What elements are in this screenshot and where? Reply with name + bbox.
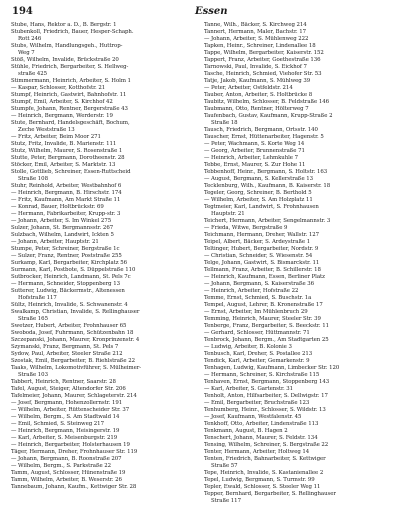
directory-entry: Swetzer, Hubert, Arbeiter, Frohnhauser 65 [11, 323, 127, 329]
directory-entry: — Fritz, Arbeiter, Beim Moor 271 [11, 134, 101, 140]
directory-entry: Tappe, Wilhelm, Bergarbeiter, Kaiserstr. 152 [204, 50, 324, 56]
directory-entry-continuation: Straße 117 [211, 498, 241, 504]
directory-entry: Tenkmann, August, B. Hagen 2 [204, 428, 288, 434]
directory-entry: Tauscher, Ernst, Hüttenarbeiter, Hagenstr. 5 [204, 134, 324, 140]
directory-entry: Tafelmeier, Johann, Maurer, Schlageterstr. 214 [11, 393, 137, 399]
directory-entry: — Heinrich, Arbeiter, Hofstraße 22 [204, 288, 299, 294]
directory-entry: Stutz, Fritz, Invalide, B. Marienstr. 111 [11, 141, 117, 147]
directory-entry: Taufenbach, Gustav, Kaufmann, Krupp-Straße 2 [204, 113, 333, 119]
directory-entry-continuation: Straße 57 [211, 463, 238, 469]
directory-entry: Stöcker, Emil, Arbeiter, S. Marktstr. 13 [11, 162, 116, 168]
directory-entry: Tenter, Hermann, Arbeiter, Holtweg 14 [204, 449, 310, 455]
directory-entry: Tarnowski, Paul, Invalide, S. Eickhof 7 [204, 64, 307, 70]
directory-entry: Tatje, Jakob, Kaufmann, S. Mühlweg 39 [204, 78, 311, 84]
directory-entry-continuation: Rott 246 [18, 36, 42, 42]
directory-entry-continuation: straße 425 [18, 71, 48, 77]
directory-entry: Tannebaum, Johann, Kaufm., Kettwiger Str. 28 [11, 484, 137, 490]
directory-entry: Stubenkoll, Friedrich, Bauer, Hesper-Schaph. [11, 29, 134, 35]
directory-entry: Tendick, Karl, Arbeiter, Gemarkenstr. 9 [204, 358, 310, 364]
directory-entry: — Karl, Arbeiter, S. Gartenstr. 31 [204, 386, 294, 392]
directory-entry: Tegeler, Georg, Schreiner, B. Berthold 5 [204, 190, 312, 196]
directory-entry: — Hermann, Schreiner, S. Kirchstraße 115 [204, 372, 320, 378]
directory-entry: Sutterer, Ludwig, Bäckermstr., Altenessen [11, 288, 125, 294]
directory-entry-continuation: Straße 103 [18, 372, 48, 378]
directory-entry: — Kaspar, Schlosser, Kotthofstr. 21 [11, 85, 106, 91]
directory-entry: Stimmermann, Heinrich, Arbeiter, S. Holm 1 [11, 78, 131, 84]
directory-entry: Teipel, Albert, Bäcker, S. Ardeystraße 1 [204, 239, 311, 245]
directory-entry: — Frieda, Witwe, Bergstraße 9 [204, 225, 288, 231]
directory-entry: Tafel, August, Steiger, Altendorfer Str. 206 [11, 386, 126, 392]
directory-entry: Tapken, Heinr., Schreiner, Lindenallee 18 [204, 43, 316, 49]
directory-entry: Stumpfe, Johann, Rentner, Bergerstraße 43 [11, 106, 128, 112]
directory-entry: Tepper, Bernhard, Bergarbeiter, S. Rellinghauser [204, 491, 336, 497]
directory-entry: — Johann, Arbeiter, Hauptstr. 21 [11, 239, 99, 245]
directory-entry: Stumpf, Emil, Arbeiter, S. Kirchhof 42 [11, 99, 113, 105]
directory-entry: — Emil, Schmied, S. Steinweg 217 [11, 421, 104, 427]
directory-entry: Szostak, Emil, Bergarbeiter, B. Riehlstraße 22 [11, 358, 135, 364]
directory-entry: — Fritz, Kaufmann, Am Markt Straße 11 [11, 197, 121, 203]
directory-entry-continuation: Weg 7 [18, 50, 35, 56]
directory-entry: Taaks, Wilhelm, Lokomotivführer, S. Mülheimer- [11, 365, 142, 371]
directory-entry: — Heinrich, Bergmann, Heisingerstr. 19 [11, 428, 120, 434]
directory-entry: Tecklenburg, Wilh., Kaufmann, B. Kaiserstr. 18 [204, 183, 331, 189]
directory-entry: Tegtmeier, Karl, Landwirt, S. Frohnhausen [204, 204, 319, 210]
directory-entry: Taubmann, Otto, Rentner, Hölterweg 7 [204, 106, 309, 112]
directory-entry: Temme, Ernst, Schmied, S. Buschstr. 1a [204, 295, 312, 301]
directory-entry: Tempel, August, Lehrer, B. Kronenstraße 17 [204, 302, 323, 308]
directory-entry: Sulzbach, Wilhelm, Landwirt, Ickten 5 [11, 232, 114, 238]
directory-entry: Teltinger, Hubert, Bergarbeiter, Nordstr. 9 [204, 246, 319, 252]
directory-entry: — Johann, Bergmann, B. Roonstraße 207 [11, 456, 122, 462]
directory-entry: — Sulzer, Franz, Rentner, Poststraße 255 [11, 253, 122, 259]
page-number: 194 [12, 6, 33, 17]
directory-entry: Tenbusch, Karl, Dreher, S. Postallee 213 [204, 351, 313, 357]
directory-entry: Tasche, Heinrich, Schmied, Viehofer Str. 53 [204, 71, 322, 77]
left-column [11, 22, 198, 505]
directory-entry: Tepel, Ludwig, Bergmann, S. Turmstr. 99 [204, 477, 315, 483]
directory-entry: Tenhagen, Ludwig, Kaufmann, Limbecker Str. 120 [204, 365, 340, 371]
directory-entry: Stutz, Wilhelm, Maurer, S. Rosenstraße 1 [11, 148, 123, 154]
directory-entry-continuation: Hofstraße 117 [18, 295, 57, 301]
directory-entry: Stuhr, Reinhold, Arbeiter, Westbahnhof 6 [11, 183, 122, 189]
directory-entry: Sültz, Heinrich, Invalide, S. Schwanenstr. 4 [11, 302, 128, 308]
directory-entry: Szymanski, Franz, Bergmann, St. Pels 7 [11, 344, 119, 350]
directory-entry: — Johann, Arbeiter, S. Mühlenweg 222 [204, 36, 309, 42]
directory-entry: Tenten, Friedrich, Bahnarbeiter, S. Kettwiger [204, 456, 326, 462]
directory-entry: — Hermann, Fabrikarbeiter, Krupp-str. 3 [11, 211, 121, 217]
directory-entry: Surkamp, Karl, Bergarbeiter, Kirchplatz 56 [11, 260, 127, 266]
directory-entry: Tenbrock, Johann, Bergm., Am Stadtgarten 25 [204, 337, 329, 343]
directory-entry: — Josef, Bergmann, Hohenzollernstr. 191 [11, 400, 123, 406]
directory-entry: — Ernst, Arbeiter, Im Mühlenbruch 29 [204, 309, 308, 315]
directory-entry: — Wilhelm, Arbeiter, Rüttenscheider Str. 37 [11, 407, 130, 413]
directory-entry: — Christian, Schneider, S. Wiesenstr. 54 [204, 253, 313, 259]
directory-entry: Tenholt, Anton, Hilfsarbeiter, S. Dellwigstr. 17 [204, 393, 328, 399]
directory-entry: Tanne, Wilh., Bäcker, S. Kirchweg 214 [204, 22, 307, 28]
directory-entry: Tepe, Heinrich, Invalide, S. Kastanienallee 2 [204, 470, 324, 476]
directory-entry: Tenberge, Franz, Bergarbeiter, S. Beeckstr. 11 [204, 323, 329, 329]
directory-entry: Tensing, Wilhelm, Schreiner, S. Bergstraße 22 [204, 442, 329, 448]
directory-entry: Tepler, Ewald, Schlosser, S. Steeler Weg 11 [204, 484, 321, 490]
directory-entry-continuation: Straße 165 [18, 316, 48, 322]
directory-entry-continuation: Straße 18 [211, 120, 238, 126]
directory-entry: Stumpe, Peter, Schreiner, Bergstraße 1c [11, 246, 120, 252]
page-header [11, 6, 392, 19]
directory-entry: Tamm, August, Schlosser, Hünenstraße 19 [11, 470, 126, 476]
directory-entry: — Georg, Arbeiter, Brunnenstraße 71 [204, 148, 305, 154]
directory-entry: — Ludwig, Arbeiter, B. Kolonie 3 [204, 344, 292, 350]
directory-entry: Teichmann, Hermann, Dreher, Wallstr. 127 [204, 232, 319, 238]
directory-entry: Swoboda, Josef, Fuhrmann, Schützenbahn 18 [11, 330, 134, 336]
directory-entry: Stühle, Friedrich, Bergarbeiter, S. Hellweg- [11, 64, 129, 70]
directory-entry: — Karl, Arbeiter, S. Meisenburgstr. 219 [11, 435, 118, 441]
directory-entry: Teichert, Hermann, Arbeiter, Sengelmannstr. 3 [204, 218, 331, 224]
directory-entry: Stumpf, Heinrich, Gastwirt, Bahnhofstr. 11 [11, 92, 127, 98]
directory-entry-continuation: Straße 108 [18, 176, 48, 182]
directory-entry: Tenschert, Johann, Maurer, S. Feldstr. 134 [204, 435, 318, 441]
directory-entry: Tenhumberg, Heinr., Schlosser, S. Wildstr. 13 [204, 407, 326, 413]
directory-entry: Tauber, Anton, Arbeiter, S. Holtbrücke 8 [204, 92, 313, 98]
directory-entry: — Heinrich, Kaufmann, Essen, Berliner Platz [204, 274, 325, 280]
directory-entry: Telge, Johann, Gastwirt, S. Bismarckstr. 11 [204, 260, 320, 266]
directory-entry: — Wilhelm, Bergm., S. Am Stadtwald 14 [11, 414, 120, 420]
directory-entry: Sutbrocker, Heinrich, Landmann, St. Pels 7c [11, 274, 131, 280]
directory-entry: Tausch, Friedrich, Bergmann, Ortsstr. 140 [204, 127, 318, 133]
directory-entry: Stutte, Peter, Bergmann, Dorotheenstr. 28 [11, 155, 125, 161]
directory-entry: Tabbert, Heinrich, Rentner, Saarstr. 28 [11, 379, 116, 385]
directory-entry: Täger, Hermann, Dreher, Frohnhauser Str. 119 [11, 449, 138, 455]
directory-entry: — Heinrich, Bergmann, Werderstr. 19 [11, 113, 113, 119]
columns [11, 22, 392, 505]
directory-entry: Tebbenhoff, Heinr., Bergmann, S. Holtstr. 163 [204, 169, 328, 175]
directory-entry: Tamm, Wilhelm, Arbeiter, B. Weserstr. 26 [11, 477, 122, 483]
directory-entry: Szczepanski, Johann, Maurer, Kronprinzenstr. 4 [11, 337, 140, 343]
directory-entry: Stöß, Wilhelm, Invalide, Brückstraße 20 [11, 57, 119, 63]
directory-entry: Temming, Heinrich, Maurer, Steeler Str. 39 [204, 316, 321, 322]
right-column [204, 22, 391, 505]
directory-entry: Swalkamp, Christian, Invalide, S. Rellinghauser [11, 309, 140, 315]
directory-entry: — Peter, Wachmann, S. Korte Weg 14 [204, 141, 305, 147]
directory-entry: Tenhaven, Ernst, Bergmann, Stoppenberg 143 [204, 379, 330, 385]
directory-entry: Tenkhoff, Otto, Arbeiter, Lindenstraße 113 [204, 421, 319, 427]
directory-entry: — Johann, Bergmann, S. Kaiserstraße 36 [204, 281, 315, 287]
directory-entry: Stute, Bernhard, Handelsgeschäft, Bochum, [11, 120, 130, 126]
directory-entry: Surmann, Karl, Postbote, S. Düppelstraße 110 [11, 267, 136, 273]
directory-entry: — Konrad, Bauer, Holtbrückstr. 69 [11, 204, 104, 210]
directory-entry: Stubs, Wilhelm, Handlungsgeh., Huttrop- [11, 43, 123, 49]
directory-entry: — Emil, Bergarbeiter, Bruchstraße 123 [204, 400, 310, 406]
directory-entry: — Wilhelm, Arbeiter, S. Am Holzplatz 11 [204, 197, 313, 203]
running-head: Essen [195, 6, 228, 17]
directory-entry: Tellmann, Franz, Arbeiter, B. Schillerstr. 18 [204, 267, 321, 273]
directory-entry: — Wilhelm, Bergm., S. Parkstraße 22 [11, 463, 112, 469]
directory-entry: — Heinrich, Bergmann, B. Hirschstr. 174 [11, 190, 122, 196]
directory-entry: — Gerhard, Schlosser, Hüttmannstr. 71 [204, 330, 310, 336]
directory-entry: Stube, Hans, Rektor a. D., B. Bergstr. 1 [11, 22, 117, 28]
directory-entry: Stolle, Gottlieb, Schreiner, Essen-Ruttscheid [11, 169, 131, 175]
directory-entry: Taubitz, Wilhelm, Schlosser, B. Feldstraße 146 [204, 99, 329, 105]
directory-entry: Tebbe, Ernst, Maurer, S. Zur Hohe 11 [204, 162, 306, 168]
directory-entry: — Johann, Arbeiter, S. Im Winkel 275 [11, 218, 112, 224]
directory-entry: — Josef, Kaufmann, Westfalenstr. 45 [204, 414, 302, 420]
directory-entry: Tannert, Hermann, Maler, Bachstr. 17 [204, 29, 306, 35]
directory-entry: Sydow, Paul, Arbeiter, Steeler Straße 212 [11, 351, 123, 357]
directory-entry-continuation: Hauptstr. 21 [211, 211, 245, 217]
directory-entry: Sulzer, Johann, St. Bergmannsstr. 267 [11, 225, 114, 231]
directory-entry: — Heinrich, Arbeiter, Lehmkuhle 7 [204, 155, 298, 161]
directory-entry: — Peter, Arbeiter, Ostfeldstr. 214 [204, 85, 293, 91]
directory-entry: — Heinrich, Bergarbeiter, Holsterhausen 19 [11, 442, 130, 448]
directory-entry: — Hermann, Schneider, Stoppenberg 13 [11, 281, 120, 287]
directory-entry: — August, Bergmann, S. Kellerstraße 13 [204, 176, 314, 182]
directory-entry: Tappert, Franz, Arbeiter, Goethestraße 136 [204, 57, 321, 63]
directory-entry-continuation: Zeche Weststraße 13 [18, 127, 75, 133]
